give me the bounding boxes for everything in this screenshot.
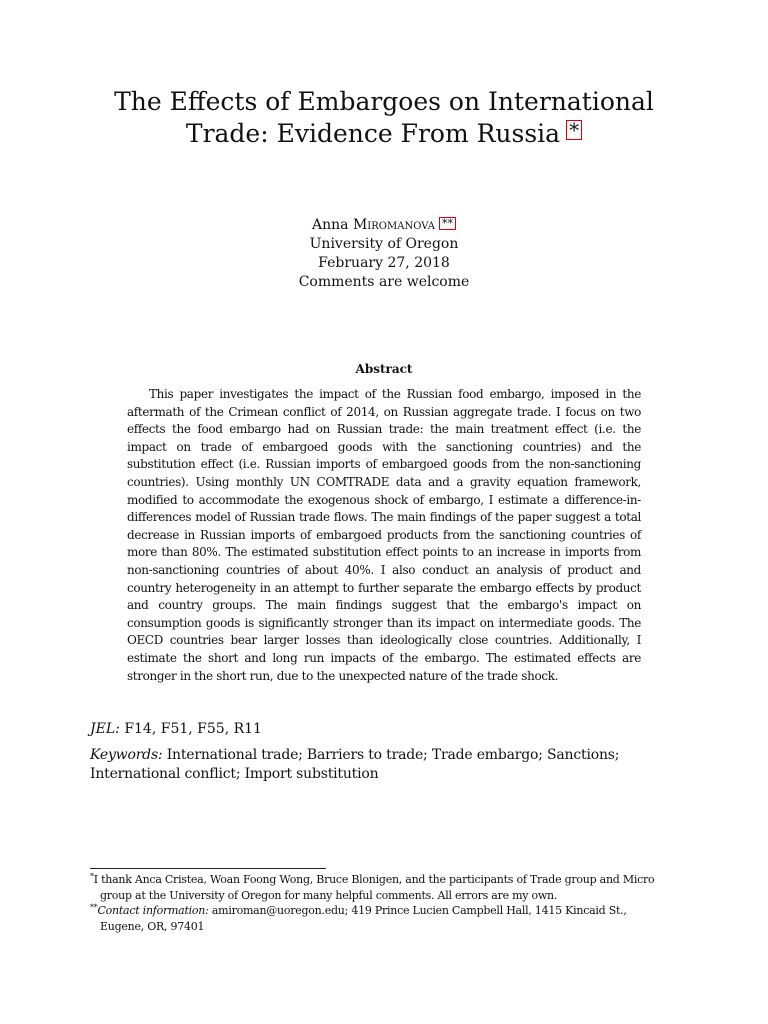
jel-values: F14, F51, F55, R11 [124,721,262,737]
author-block [184,216,584,292]
footnote-divider [90,868,326,869]
author-footnote-link[interactable]: ** [439,217,456,230]
footnote-1-mark: * [90,872,94,881]
keywords-values: International trade; Barriers to trade; Trade embargo; Sanctions; International conflict; Import substitution [90,747,620,782]
footnote-1 [90,872,690,888]
keywords [90,746,680,784]
title-line-2 [60,118,708,150]
keywords-label: Keywords: [90,747,163,763]
footnote-2-label: Contact information: [97,904,209,917]
comments-note: Comments are welcome [298,274,470,290]
author-first-name: Anna [312,217,349,233]
jel-label: JEL: [90,721,120,737]
footnote-2-mark: ** [90,903,98,912]
paper-date: February 27, 2018 [318,255,450,271]
jel-codes [90,720,680,739]
title-line-1: The Effects of Embargoes on International [114,87,654,116]
author-name [184,216,584,235]
footnote-1-line-1: I thank Anca Cristea, Woan Foong Wong, Bruce Blonigen, and the participants of Trade group and Micro [93,873,655,886]
title-line-2-text: Trade: Evidence From Russia [185,119,561,148]
author-affiliation: University of Oregon [309,236,459,252]
footnotes [90,872,690,934]
author-last-name: Miromanova [352,217,435,233]
footnote-2-line-2: Eugene, OR, 97401 [100,919,205,933]
footnote-1-line-2: group at the University of Oregon for many helpful comments. All errors are my own. [100,888,558,902]
abstract-text: This paper investigates the impact of the Russian food embargo, imposed in the aftermath of the Crimean conflict of 2014, on Russian aggregate trade. I focus on two effects the food embargo had on Russian trade: the main treatment effect (i.e. the impact on trade of embargoed goods with the sanctioning countries) and the substitution effect (i.e. Russian imports of embargoed goods from the non-sanctioning countries). Using monthly UN COMTRADE data and a gravity equation framework, modified to accommodate the exogenous shock of embargo, I estimate a difference-in-differences model of Russian trade flows. The main findings of the paper suggest a total decrease in Russian imports of embargoed products from the sanctioning countries of more than 80%. The estimated substitution effect points to an increase in imports from non-sanctioning countries of about 40%. I also conduct an analysis of product and country heterogeneity in an attempt to further separate the embargo effects by product and country groups. The main findings suggest that the embargo's impact on consumption goods is significantly stronger than its impact on intermediate goods. The OECD countries bear larger losses than ideologically close countries. Additionally, I estimate the short and long run impacts of the embargo. The estimated effects are stronger in the short run, due to the unexpected nature of the trade shock. [127,387,641,683]
footnote-2-line-1: amiroman@uoregon.edu; 419 Prince Lucien Campbell Hall, 1415 Kincaid St., [211,904,627,917]
abstract-heading: Abstract [355,362,413,376]
footnote-2 [90,903,690,919]
paper-title [60,86,708,150]
title-footnote-link[interactable]: * [566,120,582,140]
